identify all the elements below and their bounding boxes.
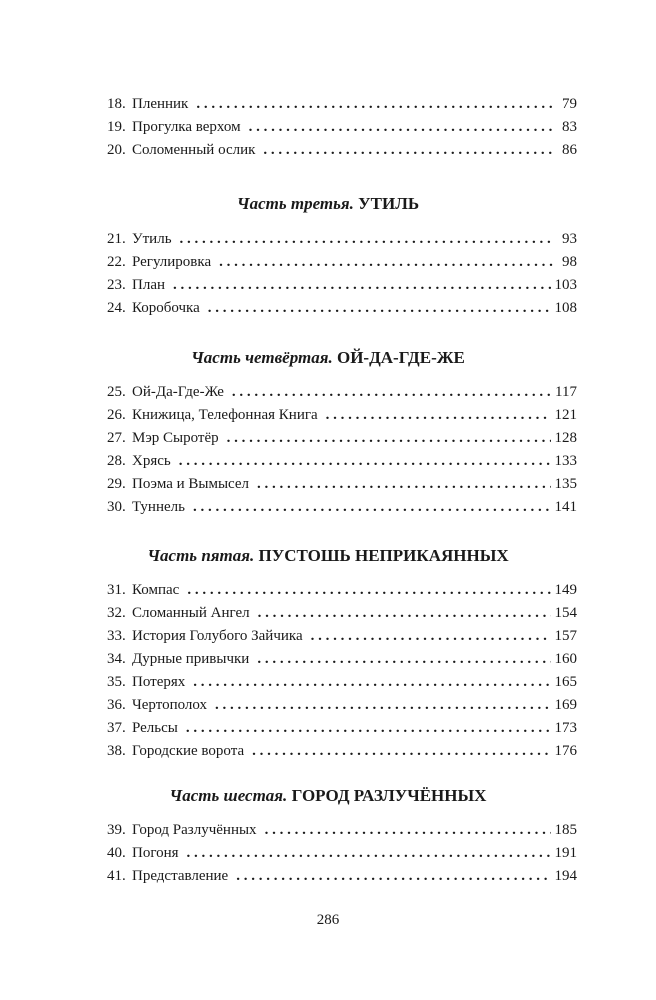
entry-page: 117 — [555, 384, 577, 400]
entry-number: 32. — [107, 605, 126, 621]
dot-leader — [219, 251, 553, 274]
entry-title: Город Разлучённых — [132, 822, 257, 838]
entry-number: 23. — [107, 277, 126, 293]
entry-number: 24. — [107, 300, 126, 316]
entry-page: 154 — [554, 605, 577, 621]
dot-leader — [232, 381, 551, 404]
entry-title: План — [132, 277, 166, 293]
entry-number: 21. — [107, 231, 126, 247]
part-label: Часть шестая. — [169, 786, 288, 805]
dot-leader — [257, 648, 550, 671]
entry-title: Прогулка верхом — [132, 119, 241, 135]
entry-title: Чертополох — [132, 697, 208, 713]
entry-title: Коробочка — [132, 300, 200, 316]
dot-leader — [227, 427, 551, 450]
toc-entry — [107, 116, 577, 139]
part-heading — [0, 346, 656, 370]
entry-number: 29. — [107, 476, 126, 492]
entry-number: 19. — [107, 119, 126, 135]
entry-page: 79 — [562, 96, 577, 112]
toc-entry — [107, 93, 577, 116]
entry-number: 40. — [107, 845, 126, 861]
entry-title: Городские ворота — [132, 743, 245, 759]
entry-title: Хрясь — [132, 453, 171, 469]
entry-title: Погоня — [132, 845, 179, 861]
entry-number: 39. — [107, 822, 126, 838]
dot-leader — [193, 496, 551, 519]
entry-page: 191 — [554, 845, 577, 861]
toc-entry — [107, 740, 577, 763]
toc-entry — [107, 671, 577, 694]
entry-title: Книжица, Телефонная Книга — [132, 407, 318, 423]
entry-number: 37. — [107, 720, 126, 736]
entry-number: 41. — [107, 868, 126, 884]
entry-page: 135 — [554, 476, 577, 492]
entry-number: 18. — [107, 96, 126, 112]
part-label: Часть пятая. — [147, 546, 255, 565]
toc-entry — [107, 842, 577, 865]
dot-leader — [311, 625, 551, 648]
dot-leader — [208, 297, 551, 320]
dot-leader — [258, 602, 551, 625]
entry-page: 93 — [562, 231, 577, 247]
entry-number: 22. — [107, 254, 126, 270]
entry-number: 28. — [107, 453, 126, 469]
toc-entry — [107, 228, 577, 251]
part-heading — [0, 192, 656, 216]
entry-page: 86 — [562, 142, 577, 158]
dot-leader — [263, 139, 553, 162]
entry-number: 33. — [107, 628, 126, 644]
entry-title: Дурные привычки — [132, 651, 250, 667]
entry-number: 31. — [107, 582, 126, 598]
toc-entry — [107, 865, 577, 888]
toc-entry — [107, 625, 577, 648]
entry-page: 108 — [554, 300, 577, 316]
part-name: УТИЛЬ — [358, 194, 420, 213]
entry-title: Потерях — [132, 674, 186, 690]
entry-page: 185 — [554, 822, 577, 838]
entry-title: Рельсы — [132, 720, 178, 736]
dot-leader — [326, 404, 551, 427]
toc-list — [107, 381, 577, 519]
entry-number: 38. — [107, 743, 126, 759]
toc-list — [107, 819, 577, 888]
entry-page: 98 — [562, 254, 577, 270]
part-label: Часть третья. — [236, 194, 354, 213]
dot-leader — [186, 717, 551, 740]
dot-leader — [173, 274, 550, 297]
entry-title: Регулировка — [132, 254, 212, 270]
part-heading — [0, 784, 656, 808]
part-heading — [0, 544, 656, 568]
toc-entry — [107, 496, 577, 519]
entry-title: Утиль — [132, 231, 172, 247]
entry-title: Ой-Да-Где-Же — [132, 384, 224, 400]
toc-entry — [107, 139, 577, 162]
toc-list — [107, 228, 577, 320]
dot-leader — [187, 842, 551, 865]
toc-entry — [107, 819, 577, 842]
toc-entry — [107, 427, 577, 450]
page-number: 286 — [316, 912, 340, 928]
entry-page: 149 — [554, 582, 577, 598]
toc-entry — [107, 381, 577, 404]
toc-entry — [107, 297, 577, 320]
entry-number: 25. — [107, 384, 126, 400]
entry-page: 157 — [554, 628, 577, 644]
toc-entry — [107, 648, 577, 671]
entry-page: 194 — [554, 868, 577, 884]
dot-leader — [265, 819, 551, 842]
entry-title: Пленник — [132, 96, 189, 112]
entry-title: Соломенный ослик — [132, 142, 256, 158]
toc-entry — [107, 404, 577, 427]
toc-entry — [107, 274, 577, 297]
toc-entry — [107, 602, 577, 625]
entry-page: 121 — [554, 407, 577, 423]
dot-leader — [252, 740, 550, 763]
entry-number: 36. — [107, 697, 126, 713]
dot-leader — [249, 116, 553, 139]
entry-title: Туннель — [132, 499, 185, 515]
toc-entry — [107, 450, 577, 473]
entry-title: Сломанный Ангел — [132, 605, 250, 621]
entry-title: История Голубого Зайчика — [132, 628, 303, 644]
dot-leader — [179, 450, 551, 473]
dot-leader — [180, 228, 553, 251]
toc-entry — [107, 694, 577, 717]
toc-entry — [107, 717, 577, 740]
entry-page: 176 — [554, 743, 577, 759]
entry-number: 34. — [107, 651, 126, 667]
entry-page: 169 — [554, 697, 577, 713]
dot-leader — [236, 865, 550, 888]
toc-entry — [107, 251, 577, 274]
part-name: ПУСТОШЬ НЕПРИКАЯННЫХ — [258, 546, 509, 565]
entry-number: 35. — [107, 674, 126, 690]
entry-number: 27. — [107, 430, 126, 446]
dot-leader — [187, 579, 550, 602]
entry-number: 20. — [107, 142, 126, 158]
entry-title: Представление — [132, 868, 229, 884]
entry-page: 103 — [554, 277, 577, 293]
entry-page: 141 — [554, 499, 577, 515]
entry-page: 165 — [554, 674, 577, 690]
entry-number: 26. — [107, 407, 126, 423]
part-name: ГОРОД РАЗЛУЧЁННЫХ — [291, 786, 487, 805]
entry-page: 128 — [554, 430, 577, 446]
entry-title: Компас — [132, 582, 180, 598]
dot-leader — [257, 473, 550, 496]
dot-leader — [196, 93, 553, 116]
toc-list — [107, 579, 577, 763]
part-label: Часть четвёртая. — [191, 348, 333, 367]
dot-leader — [193, 671, 550, 694]
entry-page: 83 — [562, 119, 577, 135]
toc-entry — [107, 579, 577, 602]
entry-page: 173 — [554, 720, 577, 736]
entry-title: Поэма и Вымысел — [132, 476, 250, 492]
entry-number: 30. — [107, 499, 126, 515]
toc-list — [107, 93, 577, 162]
toc-entry — [107, 473, 577, 496]
entry-page: 160 — [554, 651, 577, 667]
entry-title: Мэр Сыротёр — [132, 430, 219, 446]
part-name: ОЙ-ДА-ГДЕ-ЖЕ — [336, 348, 465, 367]
dot-leader — [215, 694, 550, 717]
entry-page: 133 — [554, 453, 577, 469]
